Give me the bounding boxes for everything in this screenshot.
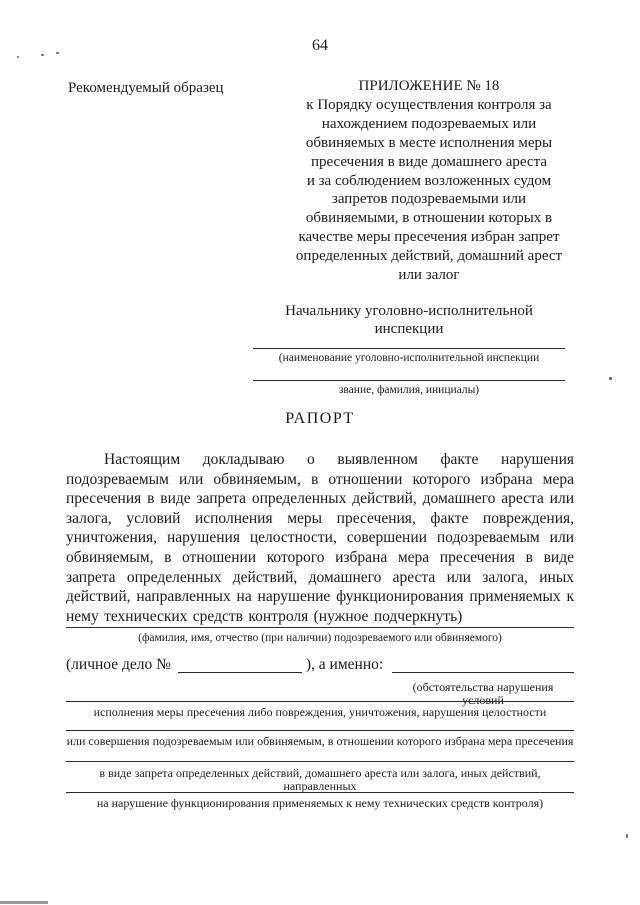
- continuation-caption: исполнения меры пресечения либо повреждения, уничтожения, нарушения целостности: [93, 705, 547, 719]
- appendix-title: ПРИЛОЖЕНИЕ № 18: [358, 78, 500, 94]
- appendix-line: пресечения в виде домашнего ареста: [311, 153, 547, 170]
- continuation-caption: или совершения подозреваемым или обвиняемым, в отношении которого избрана мера пресечения: [66, 734, 574, 748]
- continuation-blank-line: [66, 761, 574, 762]
- circumstances-caption: (обстоятельства нарушения условий: [412, 680, 554, 707]
- appendix-line: определенных действий, домашний арест: [295, 248, 563, 265]
- scan-speckle: [41, 54, 44, 56]
- continuation-blank-line: [66, 730, 574, 731]
- recommended-sample-label: Рекомендуемый образец: [68, 80, 224, 96]
- continuation-blank-line: [66, 792, 574, 793]
- continuation-caption: в виде запрета определенных действий, домашнего ареста или залога, иных действий, направленных: [99, 766, 541, 793]
- appendix-block: [283, 77, 575, 285]
- addressee-block: [253, 302, 565, 397]
- rank-name-blank-line: [253, 365, 565, 381]
- personal-file-prefix: (личное дело №: [66, 656, 171, 673]
- appendix-line: обвиняемыми, в отношении которых в: [305, 210, 553, 227]
- scan-speckle: [17, 56, 19, 58]
- page-number: 64: [312, 37, 328, 54]
- report-body-paragraph: Настоящим докладываю о выявленном факте нарушения подозреваемым или обвиняемым, в отношении которого избрана мера пресечения в виде запрета определенных действий, домашнего ареста или залога, условий исполнения меры пресечения, факте повреждения, уничтожения, нарушения целостности, совершении подозреваемым или обвиняемым, в отношении которого избрана мера пресечения в виде запрета определенных действий, домашнего ареста или залога, иных действий, направленных на нарушение функционирования применяемых к нему технических средств контроля (нужное подчеркнуть): [66, 451, 574, 625]
- scan-speckle: [626, 834, 628, 838]
- appendix-line: запретов подозреваемыми или: [331, 191, 527, 208]
- appendix-line: качестве меры пресечения избран запрет: [298, 229, 560, 246]
- offender-name-blank-line: [66, 627, 574, 628]
- appendix-line: или залог: [398, 267, 460, 284]
- continuation-blank-line: [66, 701, 574, 702]
- rank-name-caption: звание, фамилия, инициалы): [338, 384, 480, 396]
- appendix-line: к Порядку осуществления контроля за: [306, 96, 552, 113]
- scan-speckle: [56, 52, 59, 54]
- appendix-line: нахождением подозреваемых или: [321, 115, 537, 132]
- personal-file-number-blank: [178, 672, 302, 673]
- inspection-name-blank-line: [253, 338, 565, 349]
- continuation-caption: на нарушение функционирования применяемых к нему технических средств контроля): [96, 796, 544, 810]
- report-title: РАПОРТ: [285, 410, 355, 427]
- scan-speckle: [609, 377, 612, 380]
- offender-name-caption: (фамилия, имя, отчество (при наличии) подозреваемого или обвиняемого): [138, 632, 502, 644]
- appendix-line: обвиняемых в месте исполнения меры: [305, 134, 553, 151]
- appendix-line: и за соблюдением возложенных судом: [306, 172, 552, 189]
- violation-details-blank: [392, 672, 574, 673]
- personal-file-row: [66, 655, 574, 675]
- scan-mark: [0, 901, 48, 904]
- addressee-line: Начальнику уголовно-исполнительной инспекции: [285, 303, 533, 337]
- inspection-name-caption: (наименование уголовно-исполнительной инспекции: [278, 352, 540, 364]
- personal-file-suffix: ), а именно:: [305, 656, 384, 673]
